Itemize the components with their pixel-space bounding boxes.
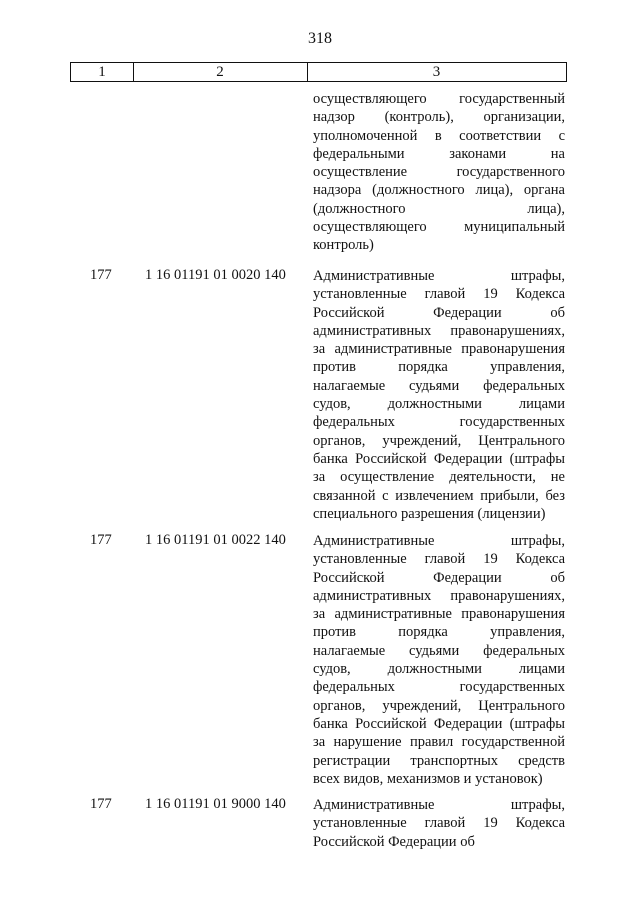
desc-word: (должностного bbox=[372, 182, 465, 199]
desc-word: правонарушениях, bbox=[450, 322, 565, 339]
desc-word: Центрального bbox=[478, 697, 565, 714]
desc-line bbox=[313, 322, 565, 340]
row-number: 177 bbox=[90, 267, 112, 283]
desc-line bbox=[313, 413, 565, 431]
desc-word: судов, bbox=[313, 396, 351, 413]
desc-line bbox=[313, 127, 565, 145]
desc-line bbox=[313, 587, 565, 605]
desc-word: правонарушения bbox=[461, 606, 565, 623]
desc-line bbox=[313, 569, 565, 587]
desc-line bbox=[313, 642, 565, 660]
desc-word: административные bbox=[334, 341, 452, 358]
desc-word: соответствии bbox=[459, 127, 542, 144]
desc-word: транспортных bbox=[410, 752, 498, 769]
desc-word: за bbox=[313, 606, 326, 623]
desc-line bbox=[313, 358, 565, 376]
row-description bbox=[313, 796, 565, 851]
desc-word: судьями bbox=[409, 642, 460, 659]
row-code: 1 16 01191 01 9000 140 bbox=[145, 796, 286, 812]
desc-word: установленные bbox=[313, 551, 407, 568]
desc-line bbox=[313, 796, 565, 814]
desc-word: банка bbox=[313, 715, 348, 732]
desc-word: штрафы, bbox=[510, 268, 565, 284]
desc-word: управления, bbox=[490, 624, 565, 641]
desc-word: в bbox=[434, 127, 442, 144]
desc-word: об bbox=[550, 304, 565, 321]
desc-word: без bbox=[545, 487, 565, 504]
desc-word: учреждений, bbox=[382, 432, 462, 449]
desc-word: судов, bbox=[313, 661, 351, 678]
desc-word: (должностного bbox=[313, 200, 406, 217]
row-code: 1 16 01191 01 0022 140 bbox=[145, 532, 286, 548]
desc-line bbox=[313, 752, 565, 770]
desc-line bbox=[313, 733, 565, 751]
desc-word: налагаемые bbox=[313, 642, 386, 659]
desc-word: против bbox=[313, 624, 357, 641]
desc-word: Административные bbox=[313, 268, 435, 284]
desc-word: Российской bbox=[355, 715, 427, 732]
desc-word: лица), bbox=[527, 200, 565, 217]
desc-word: штрафы, bbox=[510, 533, 565, 549]
desc-word: органа bbox=[523, 182, 565, 199]
desc-word: Центрального bbox=[478, 432, 565, 449]
desc-line bbox=[313, 163, 565, 181]
desc-word: (штрафы bbox=[509, 450, 565, 467]
row-number: 177 bbox=[90, 532, 112, 548]
desc-word: связанной bbox=[313, 487, 376, 504]
desc-word: главой bbox=[424, 815, 466, 832]
desc-word: главой bbox=[424, 286, 466, 303]
desc-word: Административные bbox=[313, 533, 435, 549]
desc-line bbox=[313, 487, 565, 505]
desc-line bbox=[313, 304, 565, 322]
desc-word: Административные bbox=[313, 797, 435, 813]
desc-line bbox=[313, 605, 565, 623]
desc-line bbox=[313, 267, 565, 285]
desc-word: не bbox=[550, 469, 565, 486]
row-number: 177 bbox=[90, 796, 112, 812]
desc-word: осуществляющего bbox=[313, 91, 427, 107]
desc-word: учреждений, bbox=[382, 697, 462, 714]
desc-word: Кодекса bbox=[515, 551, 565, 568]
desc-word: 19 bbox=[483, 815, 498, 832]
desc-word: лица), bbox=[475, 182, 514, 199]
row-description bbox=[313, 532, 565, 788]
desc-word: порядка bbox=[398, 624, 448, 641]
row-code: 1 16 01191 01 0020 140 bbox=[145, 267, 286, 283]
desc-word: государственных bbox=[459, 414, 565, 431]
desc-word: федеральных bbox=[483, 377, 565, 394]
desc-word: регистрации bbox=[313, 752, 391, 769]
desc-line bbox=[313, 90, 565, 108]
desc-word: административные bbox=[334, 606, 452, 623]
desc-line bbox=[313, 377, 565, 395]
desc-word: Российской bbox=[355, 450, 427, 467]
desc-word: организации, bbox=[483, 109, 565, 126]
desc-word: федеральных bbox=[313, 414, 395, 431]
desc-word: надзор bbox=[313, 109, 355, 126]
desc-word: государственный bbox=[459, 91, 565, 107]
desc-line bbox=[313, 715, 565, 733]
desc-word: осуществление bbox=[340, 469, 435, 486]
desc-word: банка bbox=[313, 450, 348, 467]
desc-word: Кодекса bbox=[515, 286, 565, 303]
desc-word: деятельности, bbox=[449, 469, 536, 486]
desc-line: всех видов, механизмов и установок) bbox=[313, 770, 543, 787]
desc-word: органов, bbox=[313, 432, 366, 449]
desc-line: контроль) bbox=[313, 237, 374, 254]
desc-word: 19 bbox=[483, 551, 498, 568]
desc-word: судьями bbox=[409, 377, 460, 394]
desc-line bbox=[313, 623, 565, 641]
desc-word: установленные bbox=[313, 286, 407, 303]
desc-word: государственного bbox=[456, 164, 565, 181]
desc-line: специального разрешения (лицензии) bbox=[313, 505, 546, 522]
desc-word: Российской bbox=[313, 304, 385, 321]
page-number: 318 bbox=[308, 30, 332, 47]
desc-line: Российской Федерации об bbox=[313, 833, 475, 850]
desc-word: должностными bbox=[387, 396, 482, 413]
header-col-3: 3 bbox=[432, 64, 441, 80]
desc-word: Кодекса bbox=[515, 815, 565, 832]
desc-word: органов, bbox=[313, 697, 366, 714]
desc-word: на bbox=[550, 145, 565, 162]
desc-word: Федерации bbox=[433, 715, 503, 732]
desc-line bbox=[313, 814, 565, 832]
desc-word: против bbox=[313, 359, 357, 376]
desc-word: Федерации bbox=[433, 304, 502, 321]
desc-word: лицами bbox=[518, 396, 565, 413]
desc-line bbox=[313, 678, 565, 696]
desc-word: осуществление bbox=[313, 164, 408, 181]
desc-word: за bbox=[313, 734, 326, 751]
desc-line bbox=[313, 660, 565, 678]
desc-word: Федерации bbox=[433, 450, 503, 467]
desc-word: порядка bbox=[398, 359, 448, 376]
desc-word: правонарушениях, bbox=[450, 587, 565, 604]
desc-word: Российской bbox=[313, 569, 385, 586]
desc-word: федеральных bbox=[313, 679, 395, 696]
desc-word: правонарушения bbox=[461, 341, 565, 358]
header-col-2: 2 bbox=[133, 63, 308, 81]
continuation-description bbox=[313, 90, 565, 255]
desc-line bbox=[313, 697, 565, 715]
desc-line bbox=[313, 181, 565, 199]
desc-word: установленные bbox=[313, 815, 407, 832]
desc-word: (штрафы bbox=[509, 715, 565, 732]
desc-word: штрафы, bbox=[510, 797, 565, 813]
desc-word: лицами bbox=[518, 661, 565, 678]
desc-word: федеральными bbox=[313, 145, 405, 162]
desc-word: государственных bbox=[459, 679, 565, 696]
desc-word: законами bbox=[449, 145, 507, 162]
desc-word: об bbox=[550, 569, 565, 586]
desc-word: государственной bbox=[461, 734, 565, 751]
desc-line bbox=[313, 108, 565, 126]
desc-word: с bbox=[558, 127, 565, 144]
desc-word: налагаемые bbox=[313, 377, 386, 394]
desc-word: надзора bbox=[313, 182, 362, 199]
desc-line bbox=[313, 145, 565, 163]
desc-word: правил bbox=[409, 734, 454, 751]
table-header-row bbox=[70, 62, 567, 82]
desc-word: 19 bbox=[483, 286, 498, 303]
desc-word: осуществляющего bbox=[313, 219, 427, 236]
desc-word: административных bbox=[313, 322, 432, 339]
row-description bbox=[313, 267, 565, 523]
header-col-1: 1 bbox=[71, 63, 134, 81]
desc-word: нарушение bbox=[333, 734, 402, 751]
desc-word: извлечением bbox=[395, 487, 474, 504]
desc-word: административных bbox=[313, 587, 432, 604]
desc-line bbox=[313, 550, 565, 568]
desc-word: за bbox=[313, 341, 326, 358]
desc-word: за bbox=[313, 469, 326, 486]
desc-word: средств bbox=[518, 752, 565, 769]
desc-word: прибыли, bbox=[480, 487, 539, 504]
desc-word: Федерации bbox=[433, 569, 502, 586]
desc-word: федеральных bbox=[483, 642, 565, 659]
desc-word: должностными bbox=[387, 661, 482, 678]
desc-line bbox=[313, 432, 565, 450]
desc-line bbox=[313, 285, 565, 303]
desc-line bbox=[313, 218, 565, 236]
desc-line bbox=[313, 468, 565, 486]
desc-line bbox=[313, 450, 565, 468]
desc-word: управления, bbox=[490, 359, 565, 376]
desc-word: главой bbox=[424, 551, 466, 568]
desc-line bbox=[313, 395, 565, 413]
desc-line bbox=[313, 340, 565, 358]
desc-word: муниципальный bbox=[464, 219, 565, 236]
desc-line bbox=[313, 532, 565, 550]
desc-word: с bbox=[382, 487, 389, 504]
desc-word: уполномоченной bbox=[313, 127, 418, 144]
desc-line bbox=[313, 200, 565, 218]
desc-word: (контроль), bbox=[384, 109, 454, 126]
